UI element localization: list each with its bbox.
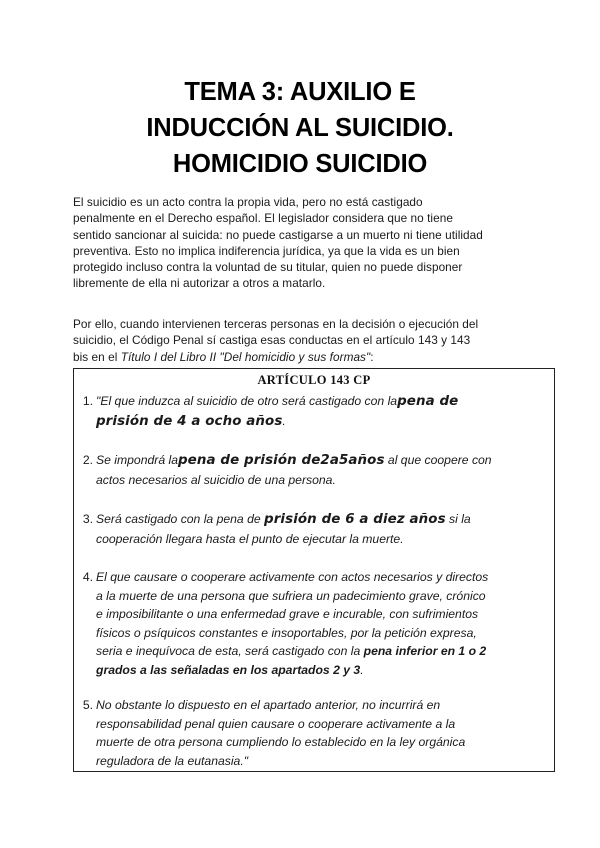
item-line: muerte de otra persona cumpliendo lo establecido en la ley orgánica xyxy=(96,735,466,749)
item-line xyxy=(96,642,551,661)
item-number: 4. xyxy=(82,570,93,584)
context-prefix: bis en el xyxy=(73,349,121,364)
intro-paragraph xyxy=(73,194,531,292)
item-line: actos necesarios al suicidio de una persona. xyxy=(96,472,336,487)
item-text: "El que induzca al suicidio de otro será castigado con la xyxy=(96,394,398,408)
penalty-highlight: pena de prisión de2a5años xyxy=(177,453,385,468)
item-line xyxy=(96,451,551,471)
item-line: e imposibilitante o una enfermedad grave e incurable, con sufrimientos xyxy=(96,607,479,621)
item-body xyxy=(96,568,551,679)
article-box xyxy=(73,368,555,772)
penalty-highlight: pena inferior en 1 o 2 xyxy=(363,644,487,658)
item-line: reguladora de la eutanasia." xyxy=(96,753,249,768)
intro-line: preventiva. Esto no implica indiferencia jurídica, ya que la vida es un bien xyxy=(73,243,460,258)
item-body xyxy=(96,451,551,489)
intro-line: El suicidio es un acto contra la propia vida, pero no está castigado xyxy=(73,195,423,209)
context-line xyxy=(73,349,531,365)
page-title xyxy=(60,74,540,182)
law-title-reference: Título I del Libro II "Del homicidio y sus formas" xyxy=(120,349,371,364)
penalty-highlight: prisión de 4 a ocho años xyxy=(96,413,283,429)
item-body xyxy=(96,696,551,770)
item-number: 1. xyxy=(82,394,93,408)
title-line-3: HOMICIDIO SUICIDIO xyxy=(172,150,428,178)
intro-line: protegido incluso contra la voluntad de su titular, quien no puede disponer xyxy=(73,260,463,275)
item-line xyxy=(96,392,551,412)
title-line-2: INDUCCIÓN AL SUICIDIO. xyxy=(146,114,454,142)
item-line: No obstante lo dispuesto en el apartado anterior, no incurrirá en xyxy=(96,698,441,712)
intro-line: libremente de ella ni autorizar a otros a matarlo. xyxy=(73,276,326,291)
item-text: si la xyxy=(445,512,471,526)
title-line-1: TEMA 3: AUXILIO E xyxy=(184,78,416,106)
item-number: 5. xyxy=(82,698,93,712)
item-body xyxy=(96,392,551,431)
item-line xyxy=(96,661,551,680)
item-line: a la muerte de una persona que sufriera un padecimiento grave, crónico xyxy=(96,588,486,603)
item-text: . xyxy=(360,662,364,677)
context-line: suicidio, el Código Penal sí castiga esas conductas en el artículo 143 y 143 xyxy=(73,333,471,348)
item-text: seria e inequívoca de esta, será castigado con la xyxy=(96,644,364,658)
item-line: responsabilidad penal quien causare o cooperare activamente a la xyxy=(96,716,456,731)
context-paragraph xyxy=(73,316,531,365)
item-line: cooperación llegara hasta el punto de ejecutar la muerte. xyxy=(96,531,404,546)
intro-line: sentido sancionar al suicida: no puede castigarse a un muerto ni tiene utilidad xyxy=(73,227,483,242)
article-heading: ARTÍCULO 143 CP xyxy=(257,373,371,387)
context-suffix: : xyxy=(370,349,374,364)
intro-line: penalmente en el Derecho español. El legislador considera que no tiene xyxy=(73,211,453,226)
item-line: El que causare o cooperare activamente con actos necesarios y directos xyxy=(96,570,489,584)
item-text: Será castigado con la pena de xyxy=(96,512,265,526)
item-line xyxy=(96,510,551,530)
item-body xyxy=(96,510,551,548)
item-line xyxy=(96,412,551,432)
item-line: físicos o psíquicos constantes e insoportables, por la petición expresa, xyxy=(96,625,477,640)
context-line: Por ello, cuando intervienen terceras personas en la decisión o ejecución del xyxy=(73,317,479,331)
item-number: 2. xyxy=(82,453,93,467)
penalty-highlight: grados a las señaladas en los apartados 2 y 3 xyxy=(96,662,361,677)
item-text: . xyxy=(282,413,286,428)
penalty-highlight: prisión de 6 a diez años xyxy=(264,512,446,527)
item-text: Se impondrá la xyxy=(96,453,178,467)
penalty-highlight: pena de xyxy=(397,394,459,409)
item-number: 3. xyxy=(82,512,93,526)
item-text: al que coopere con xyxy=(384,453,492,467)
